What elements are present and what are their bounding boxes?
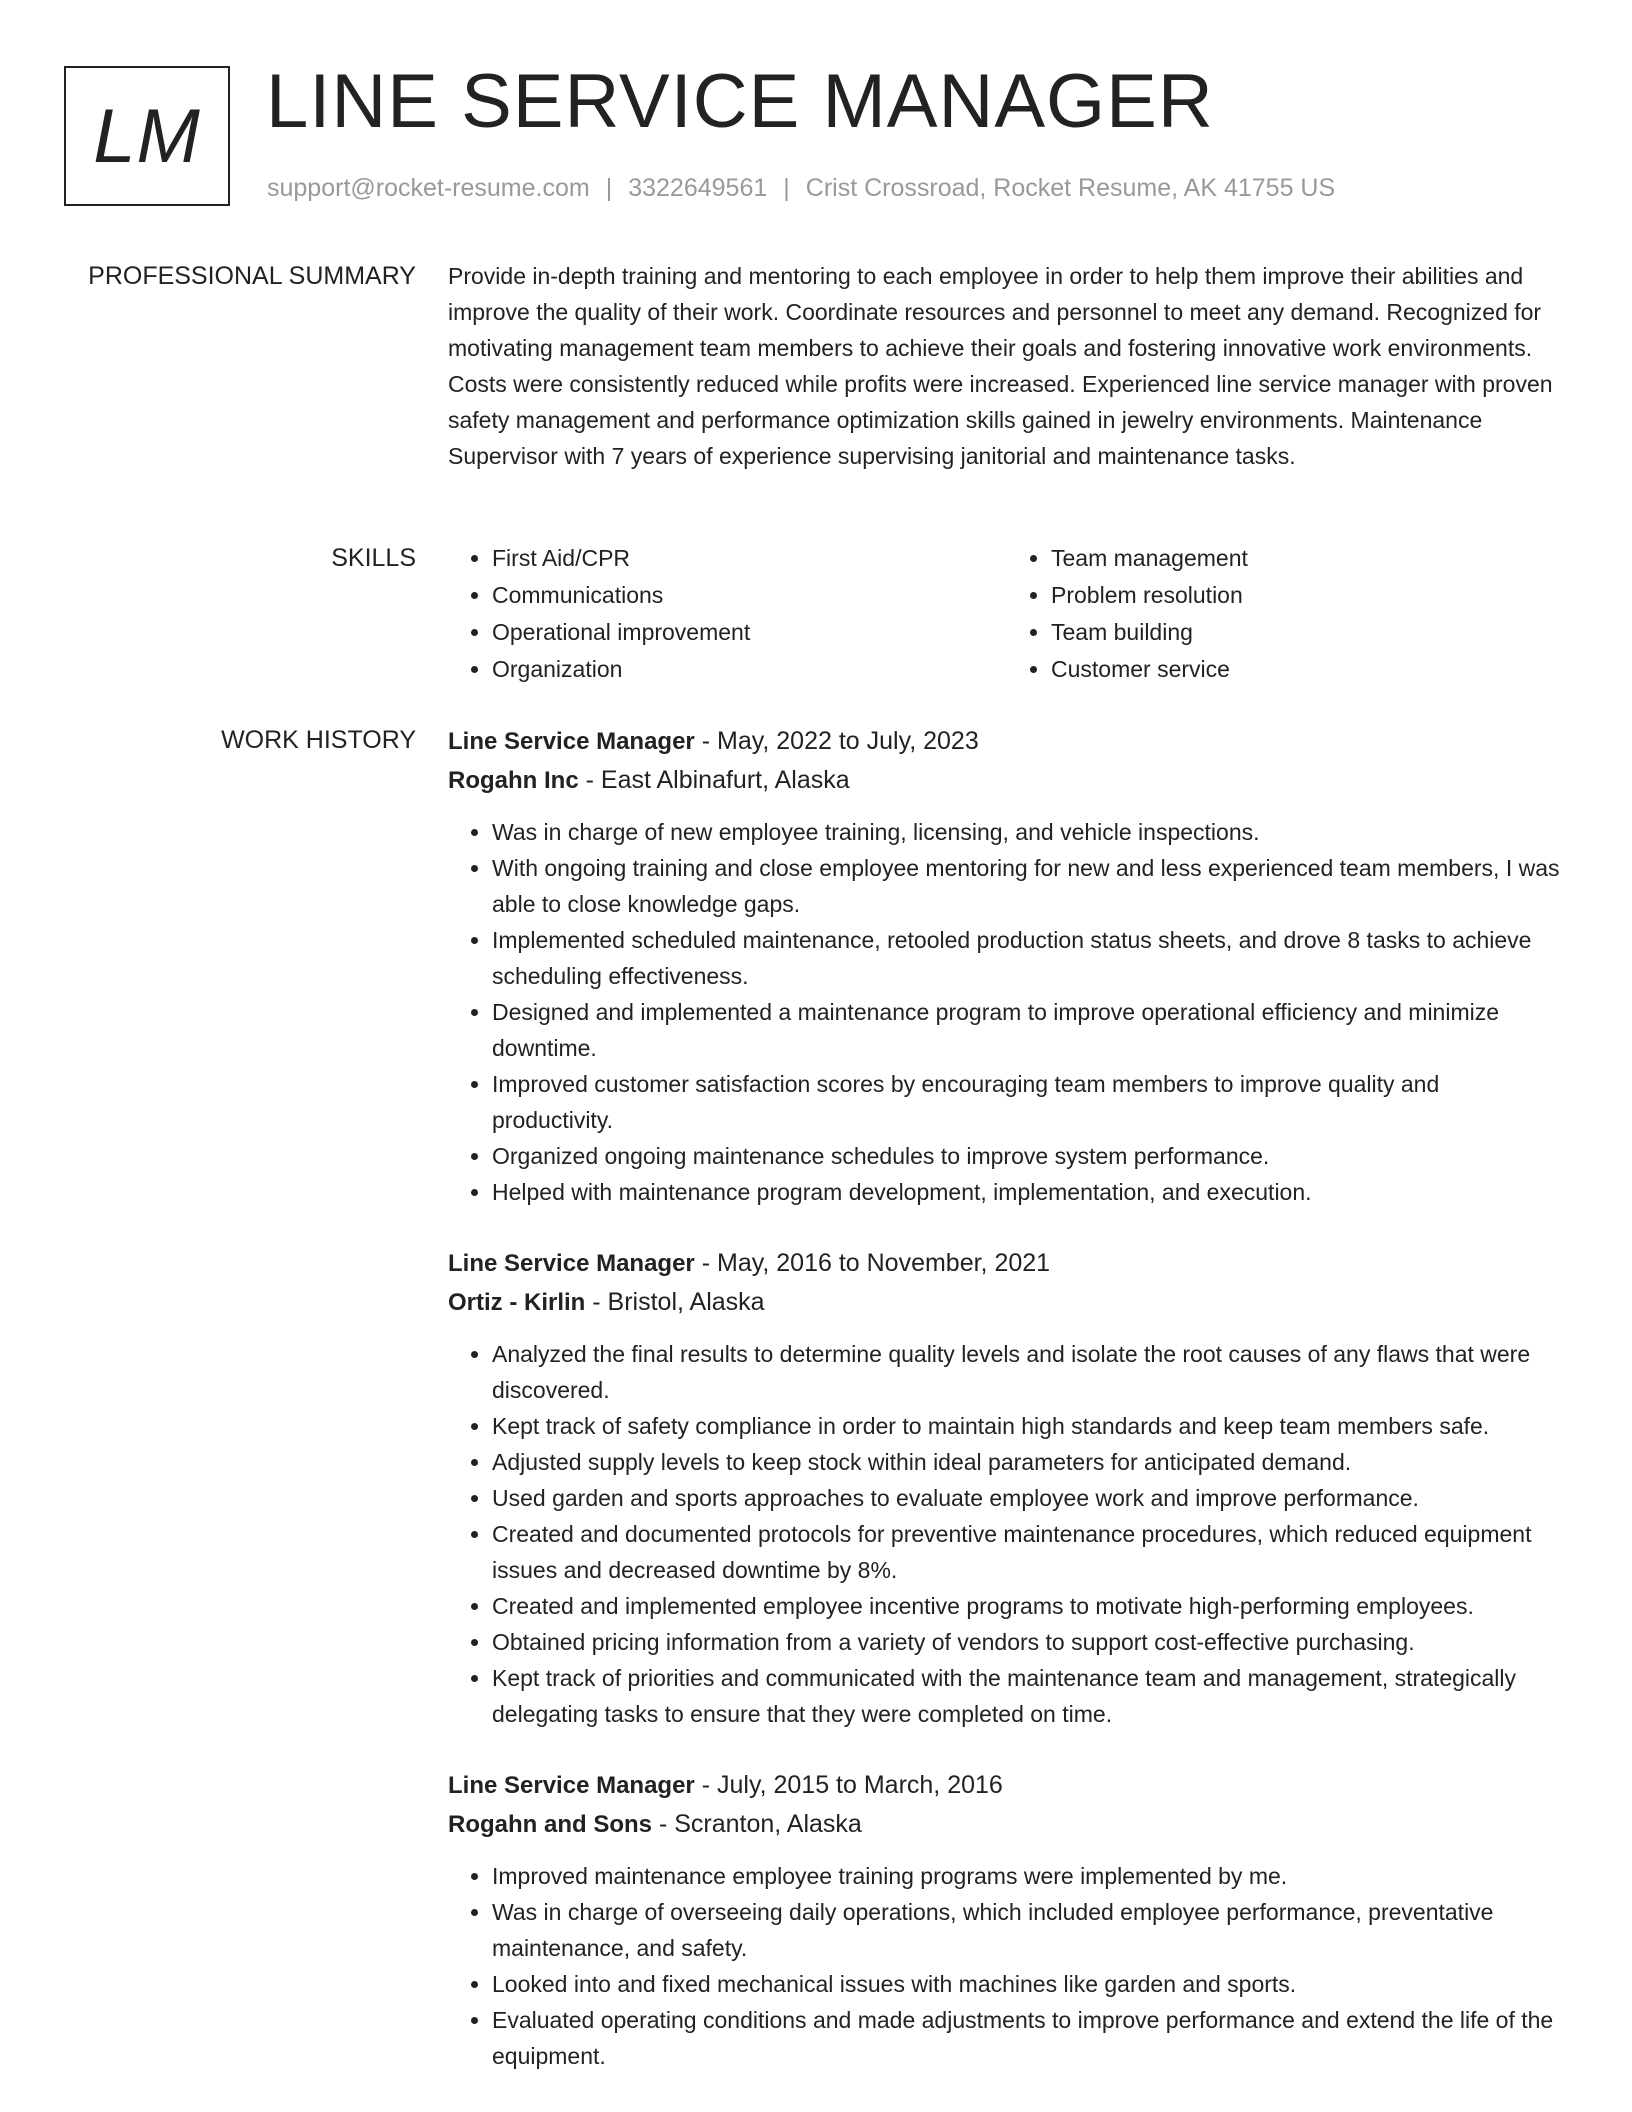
job-bullet: • Evaluated operating conditions and made adjustments to improve performance and extend the life of the equipment. <box>492 2002 1566 2074</box>
skill-item: • Customer service <box>1051 651 1566 688</box>
job-company: Ortiz - Kirlin <box>448 1289 586 1316</box>
job-role: Line Service Manager <box>448 1250 695 1277</box>
job-bullet-list <box>448 814 1566 1210</box>
contact-email: support@rocket-resume.com <box>267 174 590 202</box>
job-bullet: • With ongoing training and close employee mentoring for new and less experienced team members, I was able to close knowledge gaps. <box>492 850 1566 922</box>
skill-item: • Problem resolution <box>1051 577 1566 614</box>
job-dates: - May, 2016 to November, 2021 <box>694 1249 1051 1277</box>
job-bullet: • Implemented scheduled maintenance, retooled production status sheets, and drove 8 tasks to achieve scheduling effectiveness. <box>492 922 1566 994</box>
contact-line <box>267 174 1335 203</box>
skills-heading: SKILLS <box>331 544 416 572</box>
job-bullet: • Helped with maintenance program development, implementation, and execution. <box>492 1174 1566 1210</box>
summary-body <box>448 258 1566 474</box>
job-dates: - May, 2022 to July, 2023 <box>694 727 979 755</box>
job-bullet-list <box>448 1336 1566 1732</box>
contact-separator: | <box>605 174 613 202</box>
work-history-heading: WORK HISTORY <box>221 726 416 754</box>
skill-item: • First Aid/CPR <box>492 540 1007 577</box>
job-company: Rogahn and Sons <box>448 1811 652 1838</box>
job-location: - Scranton, Alaska <box>652 1810 862 1838</box>
job-entry <box>448 1766 1566 2074</box>
skill-item: • Operational improvement <box>492 614 1007 651</box>
job-entry <box>448 1244 1566 1732</box>
job-bullet: • Looked into and fixed mechanical issues with machines like garden and sports. <box>492 1966 1566 2002</box>
job-bullet: • Improved maintenance employee training programs were implemented by me. <box>492 1858 1566 1894</box>
skill-item: • Team management <box>1051 540 1566 577</box>
job-company: Rogahn Inc <box>448 767 579 794</box>
skill-item: • Team building <box>1051 614 1566 651</box>
summary-text: Provide in-depth training and mentoring to each employee in order to help them improve their abilities and improve the quality of their work. Coordinate resources and personnel to meet any demand. Recognized for motivating management team members to achieve their goals and fostering innovative work environments. Costs were consistently reduced while profits were increased. Experienced line service manager with proven safety management and performance optimization skills gained in jewelry environments. Maintenance Supervisor with 7 years of experience supervising janitorial and maintenance tasks. <box>448 263 1553 469</box>
job-bullet: • Kept track of priorities and communicated with the maintenance team and management, strategically delegating tasks to ensure that they were completed on time. <box>492 1660 1566 1732</box>
job-bullet: • Analyzed the final results to determine quality levels and isolate the root causes of any flaws that were discovered. <box>492 1336 1566 1408</box>
skills-body <box>448 540 1566 688</box>
job-bullet-list <box>448 1858 1566 2074</box>
skills-list-right <box>1007 540 1566 688</box>
job-bullet: • Organized ongoing maintenance schedules to improve system performance. <box>492 1138 1566 1174</box>
job-bullet: • Was in charge of overseeing daily operations, which included employee performance, preventative maintenance, and safety. <box>492 1894 1566 1966</box>
contact-phone: 3322649561 <box>628 174 768 202</box>
work-history-body <box>448 722 1566 2108</box>
job-role: Line Service Manager <box>448 728 695 755</box>
job-bullet: • Designed and implemented a maintenance program to improve operational efficiency and minimize downtime. <box>492 994 1566 1066</box>
job-title-line <box>448 722 1566 761</box>
job-bullet: • Adjusted supply levels to keep stock within ideal parameters for anticipated demand. <box>492 1444 1566 1480</box>
job-company-line <box>448 1805 1566 1844</box>
job-bullet: • Kept track of safety compliance in order to maintain high standards and keep team members safe. <box>492 1408 1566 1444</box>
job-title-line <box>448 1244 1566 1283</box>
contact-separator: | <box>783 174 790 202</box>
job-location: - Bristol, Alaska <box>585 1288 765 1316</box>
resume-title: LINE SERVICE MANAGER <box>266 59 1214 144</box>
job-company-line <box>448 1283 1566 1322</box>
skill-item: • Organization <box>492 651 1007 688</box>
job-company-line <box>448 761 1566 800</box>
summary-heading: PROFESSIONAL SUMMARY <box>88 262 416 290</box>
job-bullet: • Obtained pricing information from a variety of vendors to support cost-effective purchasing. <box>492 1624 1566 1660</box>
job-bullet: • Used garden and sports approaches to evaluate employee work and improve performance. <box>492 1480 1566 1516</box>
job-dates: - July, 2015 to March, 2016 <box>694 1771 1003 1799</box>
job-bullet: • Created and documented protocols for preventive maintenance procedures, which reduced equipment issues and decreased downtime by 8%. <box>492 1516 1566 1588</box>
skill-item: • Communications <box>492 577 1007 614</box>
job-bullet: • Created and implemented employee incentive programs to motivate high-performing employees. <box>492 1588 1566 1624</box>
job-bullet: • Was in charge of new employee training, licensing, and vehicle inspections. <box>492 814 1566 850</box>
contact-address: Crist Crossroad, Rocket Resume, AK 41755 US <box>805 174 1336 202</box>
job-title-line <box>448 1766 1566 1805</box>
job-role: Line Service Manager <box>448 1772 695 1799</box>
job-location: - East Albinafurt, Alaska <box>578 766 850 794</box>
monogram-logo: LM <box>64 66 230 206</box>
job-bullet: • Improved customer satisfaction scores by encouraging team members to improve quality and productivity. <box>492 1066 1566 1138</box>
skills-list-left <box>448 540 1007 688</box>
job-entry <box>448 722 1566 1210</box>
